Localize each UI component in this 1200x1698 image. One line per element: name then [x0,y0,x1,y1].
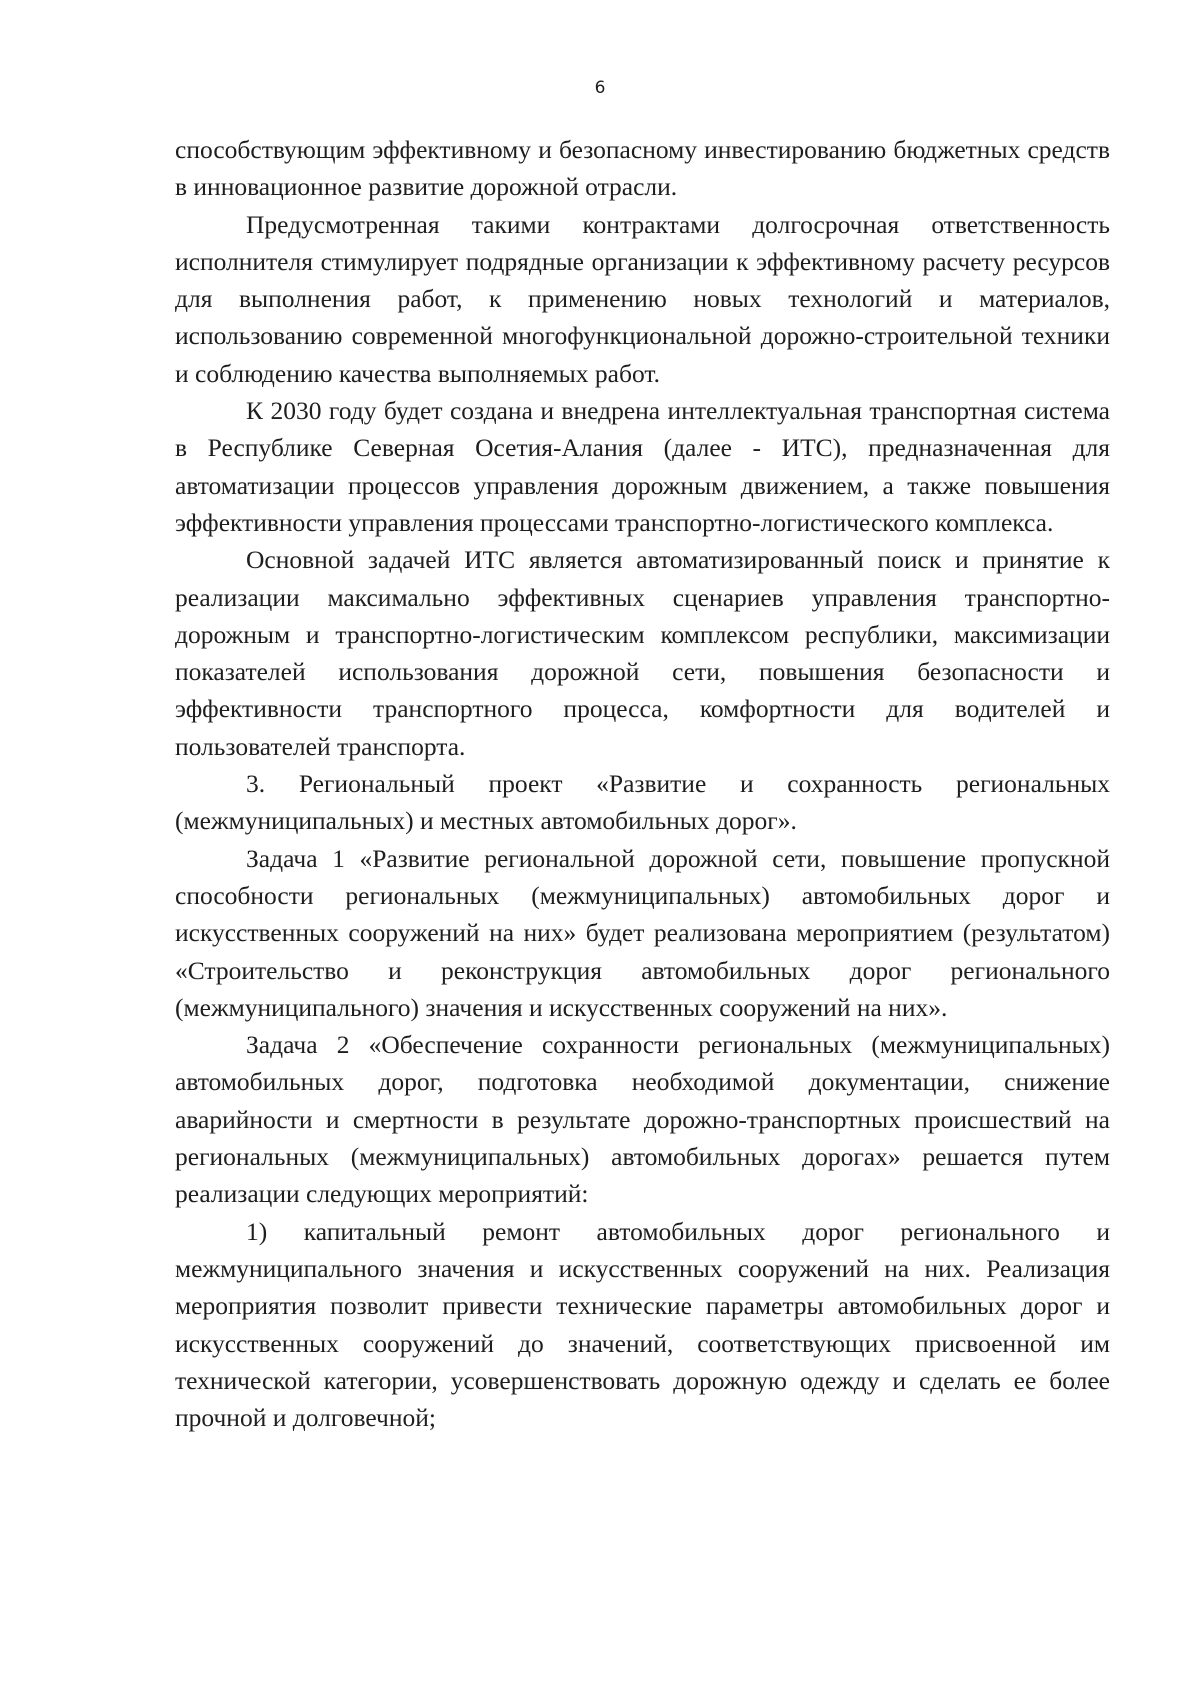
page-number: 6 [594,78,606,98]
paragraph-capital-repair: 1) капитальный ремонт автомобильных дорог регионального и межмуниципального значения и искусственных сооружений на них. Реализация мероприятия позволит привести технические параметры автомобильных дорог и искусственных сооружений до значений, соответствующих присвоенной им технической категории, усовершенствовать дорожную одежду и сделать ее более прочной и долговечной; [175,1216,1110,1433]
paragraph-continuation: способствующим эффективному и безопасному инвестированию бюджетных средств в инновационное развитие дорожной отрасли. [175,135,1110,202]
paragraph-task-1: Задача 1 «Развитие региональной дорожной сети, повышение пропускной способности региональных (межмуниципальных) автомобильных дорог и искусственных сооружений на них» будет реализована мероприятием (результатом) «Строительство и реконструкция автомобильных дорог регионального (межмуниципального) значения и искусственных сооружений на них». [175,843,1110,1022]
paragraph-long-term-responsibility: Предусмотренная такими контрактами долгосрочная ответственность исполнителя стимулирует подрядные организации к эффективному расчету ресурсов для выполнения работ, к применению новых технологий и материалов, использованию современной многофункциональной дорожно-строительной техники и соблюдению качества выполняемых работ. [175,209,1110,388]
paragraph-regional-project: 3. Региональный проект «Развитие и сохранность региональных (межмуниципальных) и местных автомобильных дорог». [175,769,1110,836]
paragraph-its-main-task: Основной задачей ИТС является автоматизированный поиск и принятие к реализации максимально эффективных сценариев управления транспортно-дорожным и транспортно-логистическим комплексом республики, максимизации показателей использования дорожной сети, повышения безопасности и эффективности транспортного процесса, комфортности для водителей и пользователей транспорта. [175,545,1110,761]
document-body [175,131,1110,1436]
paragraph-task-2: Задача 2 «Обеспечение сохранности региональных (межмуниципальных) автомобильных дорог, подготовка необходимой документации, снижение аварийности и смертности в результате дорожно-транспортных происшествий на региональных (межмуниципальных) автомобильных дорогах» решается путем реализации следующих мероприятий: [175,1030,1110,1209]
paragraph-its-creation: К 2030 году будет создана и внедрена интеллектуальная транспортная система в Республике Северная Осетия-Алания (далее - ИТС), предназначенная для автоматизации процессов управления дорожным движением, а также повышения эффективности управления процессами транспортно-логистического комплекса. [175,396,1110,537]
